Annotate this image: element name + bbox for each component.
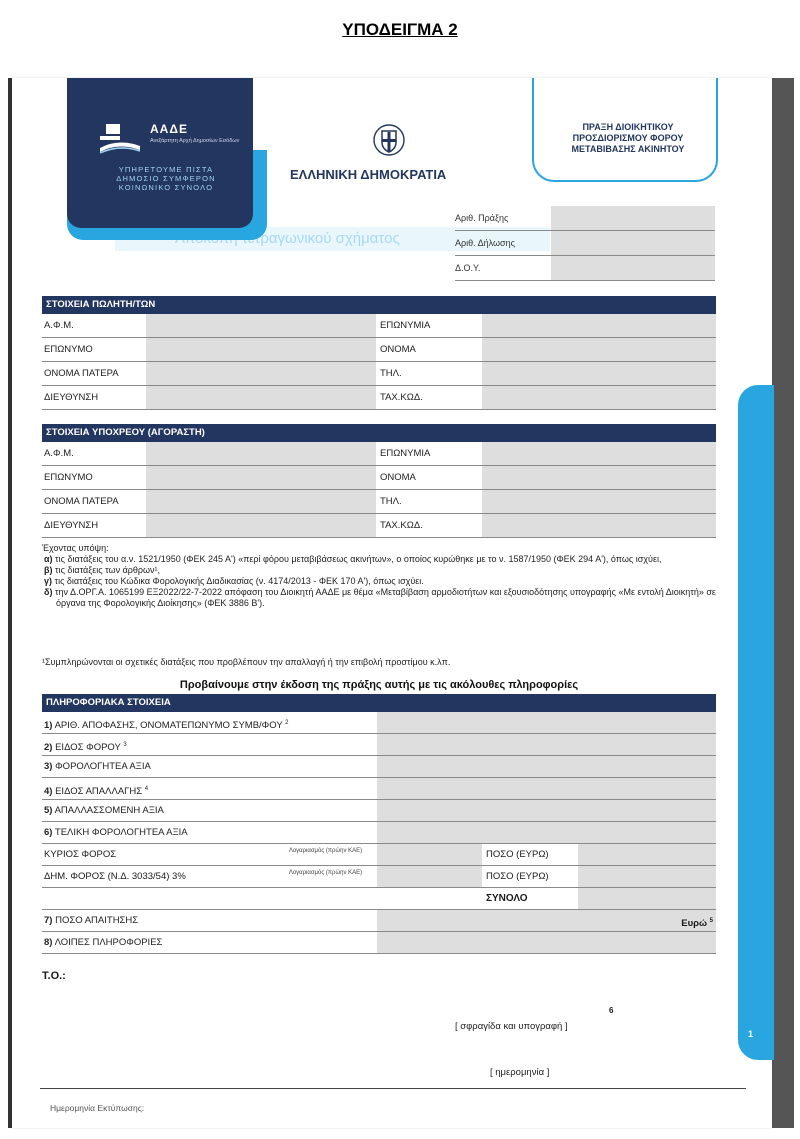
seller-address-field[interactable] — [146, 386, 376, 409]
tax-label: ΚΥΡΙΟΣ ΦΟΡΟΣ — [44, 849, 117, 860]
act-info-fields — [455, 206, 715, 281]
cutout-watermark: Αποκοπή τετραγωνικού σχήματος — [115, 227, 575, 251]
decision-number-field[interactable] — [377, 712, 716, 733]
final-taxable-value-field[interactable] — [377, 822, 716, 843]
info-section — [42, 694, 716, 954]
info-row — [42, 756, 716, 778]
info-row — [42, 712, 716, 734]
seller-row — [42, 362, 716, 386]
buyer-name-field[interactable] — [482, 466, 716, 489]
act-field-row — [455, 206, 715, 231]
total-label: ΣΥΝΟΛΟ — [486, 893, 528, 904]
legal-basis-item — [42, 554, 722, 565]
info-row — [42, 734, 716, 756]
municipal-tax-row — [42, 866, 716, 888]
republic-title: ΕΛΛΗΝΙΚΗ ΔΗΜΟΚΡΑΤΙΑ — [290, 167, 447, 182]
footnote-ref: 4 — [144, 786, 149, 792]
item-text: την Δ.ΟΡΓ.Α. 1065199 ΕΞ2022/22-7-2022 απόφαση του Διοικητή ΑΑΔΕ με θέμα «Μεταβίβαση αρμοδιοτήτων και εξουσιοδότησης υπογραφής «Με εντολή Διοικητή» σε όργανα της Φορολογικής Διοίκησης» (ΦΕΚ 3886 Β'). — [54, 587, 716, 608]
seller-heading: ΣΤΟΙΧΕΙΑ ΠΩΛΗΤΗ/ΤΩΝ — [42, 296, 716, 314]
buyer-row — [42, 466, 716, 490]
seller-section — [42, 296, 716, 410]
buyer-company-field[interactable] — [482, 442, 716, 465]
info-number: 7) — [44, 915, 53, 926]
amount-label: ΠΟΣΟ (ΕΥΡΩ) — [486, 871, 549, 882]
buyer-surname-field[interactable] — [146, 466, 376, 489]
tax-label: ΔΗΜ. ΦΟΡΟΣ (Ν.Δ. 3033/54) 3% — [44, 871, 186, 882]
info-text: ΑΡΙΘ. ΑΠΟΦΑΣΗΣ, ΟΝΟΜΑΤΕΠΩΝΥΜΟ ΣΥΜΒ/ΦΟΥ — [54, 720, 283, 732]
legal-basis — [42, 543, 722, 609]
seller-afm-field[interactable] — [146, 314, 376, 337]
seller-father-field[interactable] — [146, 362, 376, 385]
main-tax-account-field[interactable] — [377, 844, 482, 865]
item-marker: γ) — [44, 576, 53, 586]
document-title: ΥΠΟΔΕΙΓΜΑ 2 — [342, 20, 458, 39]
info-row — [42, 932, 716, 954]
info-number: 2) — [44, 742, 53, 754]
footnote-ref: 5 — [709, 918, 713, 924]
item-text: τις διατάξεις των άρθρων¹, — [55, 565, 161, 575]
org-motto — [96, 165, 236, 192]
info-text: ΦΟΡΟΛΟΓΗΤΕΑ ΑΞΙΑ — [55, 761, 151, 772]
field-label: ΕΠΩΝΥΜΙΑ — [380, 320, 431, 331]
info-label — [42, 778, 377, 799]
info-row — [42, 910, 716, 932]
item-text: τις διατάξεις του Κώδικα Φορολογικής Διαδικασίας (ν. 4174/2013 - ΦΕΚ 170 Α'), όπως ισχύει. — [54, 576, 424, 586]
info-text: ΛΟΙΠΕΣ ΠΛΗΡΟΦΟΡΙΕΣ — [54, 937, 163, 948]
act-title: ΠΡΑΞΗ ΔΙΟΙΚΗΤΙΚΟΥ ΠΡΟΣΔΙΟΡΙΣΜΟΥ ΦΟΡΟΥ ΜΕΤΑΒΙΒΑΣΗΣ ΑΚΙΝΗΤΟΥ — [571, 122, 685, 154]
act-number-field[interactable] — [550, 206, 715, 230]
field-label: ΟΝΟΜΑ ΠΑΤΕΡΑ — [44, 496, 119, 507]
field-label: ΤΗΛ. — [380, 368, 402, 379]
main-tax-row — [42, 844, 716, 866]
field-label: ΤΑΧ.ΚΩΔ. — [380, 520, 423, 531]
footnote-1: ¹Συμπληρώνονται οι σχετικές διατάξεις που προβλέπουν την απαλλαγή ή την επιβολή προστίμου κ.λπ. — [42, 657, 451, 667]
field-label: ΕΠΩΝΥΜΟ — [44, 472, 93, 483]
info-label — [42, 756, 377, 777]
motto-line: ΚΟΙΝΩΝΙΚΟ ΣΥΝΟΛΟ — [118, 183, 214, 192]
footnote-ref: 3 — [123, 742, 127, 748]
buyer-father-field[interactable] — [146, 490, 376, 513]
account-label: Λογαριασμός (πρώην ΚΑΕ) — [288, 870, 363, 876]
tax-type-field[interactable] — [377, 734, 716, 755]
seller-name-field[interactable] — [482, 338, 716, 361]
buyer-address-field[interactable] — [146, 514, 376, 537]
field-label: ΕΠΩΝΥΜΙΑ — [380, 448, 431, 459]
claim-amount-field[interactable] — [377, 910, 716, 931]
field-label: ΤΑΧ.ΚΩΔ. — [380, 392, 423, 403]
seller-postcode-field[interactable] — [482, 386, 716, 409]
info-row — [42, 778, 716, 800]
seal-signature-placeholder: [ σφραγίδα και υπογραφή ] — [455, 1021, 568, 1032]
seller-surname-field[interactable] — [146, 338, 376, 361]
field-label: ΟΝΟΜΑ ΠΑΤΕΡΑ — [44, 368, 119, 379]
print-date-label: Ημερομηνία Εκτύπωσης: — [50, 1103, 145, 1113]
info-text: ΠΟΣΟ ΑΠΑΙΤΗΣΗΣ — [55, 915, 139, 926]
info-number: 5) — [44, 805, 53, 816]
info-label — [42, 800, 377, 821]
act-field-row — [455, 231, 715, 256]
info-label — [42, 822, 377, 843]
field-label: Α.Φ.Μ. — [44, 320, 74, 331]
buyer-phone-field[interactable] — [482, 490, 716, 513]
buyer-row — [42, 490, 716, 514]
buyer-row — [42, 442, 716, 466]
seller-phone-field[interactable] — [482, 362, 716, 385]
field-label: ΤΗΛ. — [380, 496, 402, 507]
info-number: 1) — [44, 720, 53, 732]
field-label: Α.Φ.Μ. — [44, 448, 74, 459]
footer-divider — [40, 1088, 746, 1089]
page-number: 1 — [748, 1029, 754, 1039]
amount-label: ΠΟΣΟ (ΕΥΡΩ) — [486, 849, 549, 860]
scan-edge-right — [772, 78, 794, 1128]
buyer-row — [42, 514, 716, 538]
field-label: ΔΙΕΥΘΥΝΣΗ — [44, 392, 99, 403]
item-marker: β) — [44, 565, 53, 575]
footnote-ref: 6 — [609, 1006, 614, 1015]
proceed-statement: Προβαίνουμε στην έκδοση της πράξης αυτής με τις ακόλουθες πληροφορίες — [179, 679, 579, 691]
seller-row — [42, 338, 716, 362]
info-number: 4) — [44, 786, 53, 798]
info-row — [42, 800, 716, 822]
side-page-tab — [738, 385, 774, 1060]
field-label: ΔΙΕΥΘΥΝΣΗ — [44, 520, 99, 531]
item-marker: δ) — [44, 587, 53, 597]
seller-row — [42, 314, 716, 338]
tax-office-signoff-label: Τ.Ο.: — [42, 970, 66, 982]
legal-basis-intro: Έχοντας υπόψη: — [42, 543, 109, 553]
info-text: ΑΠΑΛΛΑΣΣΟΜΕΝΗ ΑΞΙΑ — [54, 805, 164, 816]
footnote-ref: 2 — [285, 720, 289, 726]
info-label — [42, 932, 377, 953]
exemption-type-field[interactable] — [377, 778, 716, 799]
item-marker: α) — [44, 554, 53, 564]
tax-office-field[interactable] — [550, 256, 715, 280]
total-row — [42, 888, 716, 910]
other-info-field[interactable] — [377, 932, 716, 953]
field-label: ΟΝΟΜΑ — [380, 344, 416, 355]
info-heading: ΠΛΗΡΟΦΟΡΙΑΚΑ ΣΤΟΙΧΕΙΑ — [42, 694, 716, 712]
total-amount-field[interactable] — [578, 888, 716, 909]
aade-logo-icon — [98, 122, 142, 156]
legal-basis-item — [42, 576, 722, 587]
date-placeholder: [ ημερομηνία ] — [490, 1067, 550, 1078]
total-spacer — [42, 888, 482, 909]
motto-line: ΔΗΜΟΣΙΟ ΣΥΜΦΕΡΟΝ — [116, 174, 216, 183]
info-label — [42, 712, 377, 733]
act-field-label: Αριθ. Δήλωσης — [455, 238, 515, 248]
field-label: ΕΠΩΝΥΜΟ — [44, 344, 93, 355]
act-field-row — [455, 256, 715, 281]
info-text: ΕΙΔΟΣ ΦΟΡΟΥ — [55, 742, 121, 754]
info-label — [42, 734, 377, 755]
item-text: τις διατάξεις του α.ν. 1521/1950 (ΦΕΚ 245 Α') «περί φόρου μεταβιβάσεως ακινήτων», ο οποίος κυρώθηκε με το ν. 1587/1950 (ΦΕΚ 294 Α'), όπως ισχύει, — [55, 554, 662, 564]
act-field-label: Δ.Ο.Υ. — [455, 263, 481, 273]
act-field-label: Αριθ. Πράξης — [455, 213, 509, 223]
seller-row — [42, 386, 716, 410]
municipal-tax-account-field[interactable] — [377, 866, 482, 887]
info-number: 6) — [44, 827, 53, 838]
buyer-section — [42, 424, 716, 538]
main-tax-amount-field[interactable] — [578, 844, 716, 865]
buyer-heading: ΣΤΟΙΧΕΙΑ ΥΠΟΧΡΕΟΥ (ΑΓΟΡΑΣΤΗ) — [42, 424, 716, 442]
buyer-postcode-field[interactable] — [482, 514, 716, 537]
aade-logo-panel — [67, 78, 253, 228]
legal-basis-item — [42, 587, 722, 609]
seller-company-field[interactable] — [482, 314, 716, 337]
info-number: 3) — [44, 761, 53, 772]
info-text: ΕΙΔΟΣ ΑΠΑΛΛΑΓΗΣ — [55, 786, 143, 798]
account-label: Λογαριασμός (πρώην ΚΑΕ) — [288, 848, 363, 854]
motto-line: ΥΠΗΡΕΤΟΥΜΕ ΠΙΣΤΑ — [118, 165, 214, 174]
info-number: 8) — [44, 937, 53, 948]
currency-text: Ευρώ — [681, 918, 708, 930]
field-label: ΟΝΟΜΑ — [380, 472, 416, 483]
info-label — [42, 910, 377, 931]
info-text: ΤΕΛΙΚΗ ΦΟΡΟΛΟΓΗΤΕΑ ΑΞΙΑ — [54, 827, 188, 838]
declaration-number-field[interactable] — [550, 231, 715, 255]
municipal-tax-amount-field[interactable] — [578, 866, 716, 887]
taxable-value-field[interactable] — [377, 756, 716, 777]
info-row — [42, 822, 716, 844]
coat-of-arms-icon — [373, 122, 405, 158]
legal-basis-item — [42, 565, 722, 576]
org-subtitle: Ανεξάρτητη Αρχή Δημοσίων Εσόδων — [150, 138, 240, 144]
org-name: ΑΑΔΕ — [150, 122, 188, 136]
exempt-value-field[interactable] — [377, 800, 716, 821]
buyer-afm-field[interactable] — [146, 442, 376, 465]
